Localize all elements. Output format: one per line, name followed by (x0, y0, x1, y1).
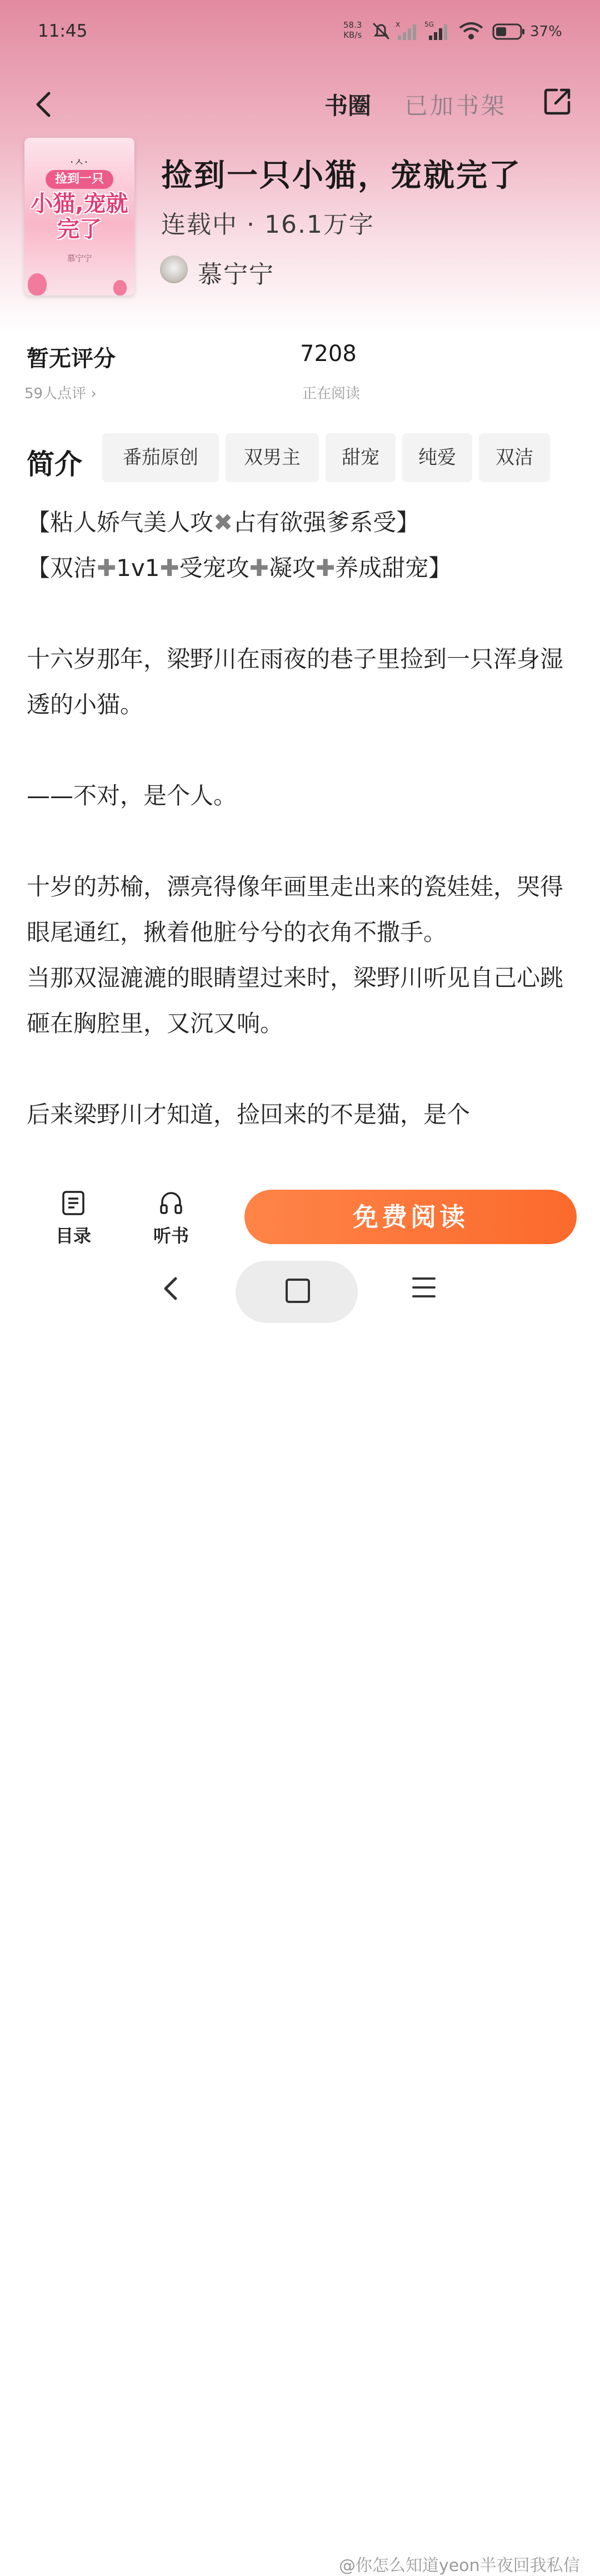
tag-item[interactable]: 番茄原创 (102, 433, 219, 482)
reading-label: 正在阅读 (302, 385, 361, 402)
status-time: 11:45 (38, 21, 88, 41)
status-bar (0, 0, 600, 61)
book-status: 连载中 · 16.1万字 (161, 211, 374, 239)
description-line: 【粘人娇气美人攻✖占有欲强爹系受】 (27, 509, 420, 536)
listen-button[interactable] (138, 1190, 204, 1247)
book-cover[interactable] (24, 138, 134, 295)
catalog-icon (61, 1190, 86, 1216)
added-to-shelf-button[interactable]: 已加书架 (404, 92, 507, 119)
cross-mark-icon: ✖ (213, 509, 233, 536)
svg-text:x: x (396, 20, 401, 29)
battery-percent: 37% (530, 23, 562, 40)
nav-back-icon[interactable] (159, 1272, 183, 1305)
watermark: @你怎么知道yeon半夜回我私信 (339, 2556, 580, 2575)
back-icon[interactable] (31, 88, 59, 121)
mute-icon (370, 20, 392, 42)
description-paragraph: 当那双湿漉漉的眼睛望过来时，梁野川听见自己心跳砸在胸腔里，又沉又响。 (27, 964, 564, 1037)
tag-item[interactable]: 双洁 (479, 433, 550, 482)
plus-icon: ✚ (159, 554, 179, 582)
cover-ribbon: 捡到一只 (46, 170, 113, 189)
wifi-icon (458, 20, 484, 42)
headphones-icon (159, 1190, 183, 1216)
intro-label: 简介 (27, 448, 82, 480)
description-line: 【双洁✚1v1✚受宠攻✚凝攻✚养成甜宠】 (27, 554, 452, 582)
svg-text:5G: 5G (424, 21, 434, 28)
rating-count-link[interactable]: 59人点评 › (24, 385, 97, 402)
description-paragraph: ——不对，是个人。 (27, 782, 237, 809)
author-avatar[interactable] (160, 255, 188, 283)
description-paragraph: 十六岁那年，梁野川在雨夜的巷子里捡到一只浑身湿透的小猫。 (27, 645, 564, 718)
plus-icon: ✚ (249, 554, 269, 582)
signal-5g-icon (424, 20, 451, 42)
network-speed: 58.3 KB/s (343, 20, 362, 40)
signal-1-icon (396, 20, 420, 42)
cover-author: 慕宁宁 (67, 253, 92, 263)
book-description (27, 500, 577, 1137)
strawberry-icon (113, 280, 127, 295)
bottom-action-bar (0, 1173, 600, 1251)
author-name[interactable]: 慕宁宁 (198, 260, 274, 289)
plus-icon: ✚ (315, 554, 336, 582)
battery-icon (491, 20, 528, 42)
book-title: 捡到一只小猫，宠就完了 (161, 158, 522, 194)
catalog-button[interactable] (40, 1190, 107, 1247)
cat-face-icon: ·ㅅ· (70, 156, 88, 169)
tag-item[interactable]: 纯爱 (402, 433, 472, 482)
free-read-button[interactable]: 免费阅读 (244, 1190, 577, 1244)
strawberry-icon (28, 273, 47, 295)
share-icon[interactable] (542, 86, 573, 117)
system-nav-bar (0, 1251, 600, 2575)
home-square-icon (286, 1279, 310, 1303)
plus-icon: ✚ (97, 554, 117, 582)
tag-item[interactable]: 甜宠 (326, 433, 396, 482)
reading-count: 7208 (300, 341, 357, 367)
top-nav (0, 78, 600, 128)
description-paragraph: 十岁的苏榆，漂亮得像年画里走出来的瓷娃娃，哭得眼尾通红，揪着他脏兮兮的衣角不撒手。 (27, 873, 564, 946)
book-circle-link[interactable]: 书圈 (324, 92, 372, 119)
cover-title: 小猫,宠就完了 (31, 191, 128, 242)
nav-menu-icon[interactable] (412, 1277, 436, 1304)
description-paragraph: 后来梁野川才知道，捡回来的不是猫，是个 (27, 1101, 471, 1128)
catalog-label: 目录 (55, 1225, 91, 1246)
rating-label: 暂无评分 (27, 346, 116, 372)
listen-label: 听书 (153, 1225, 189, 1246)
tag-item[interactable]: 双男主 (226, 433, 319, 482)
